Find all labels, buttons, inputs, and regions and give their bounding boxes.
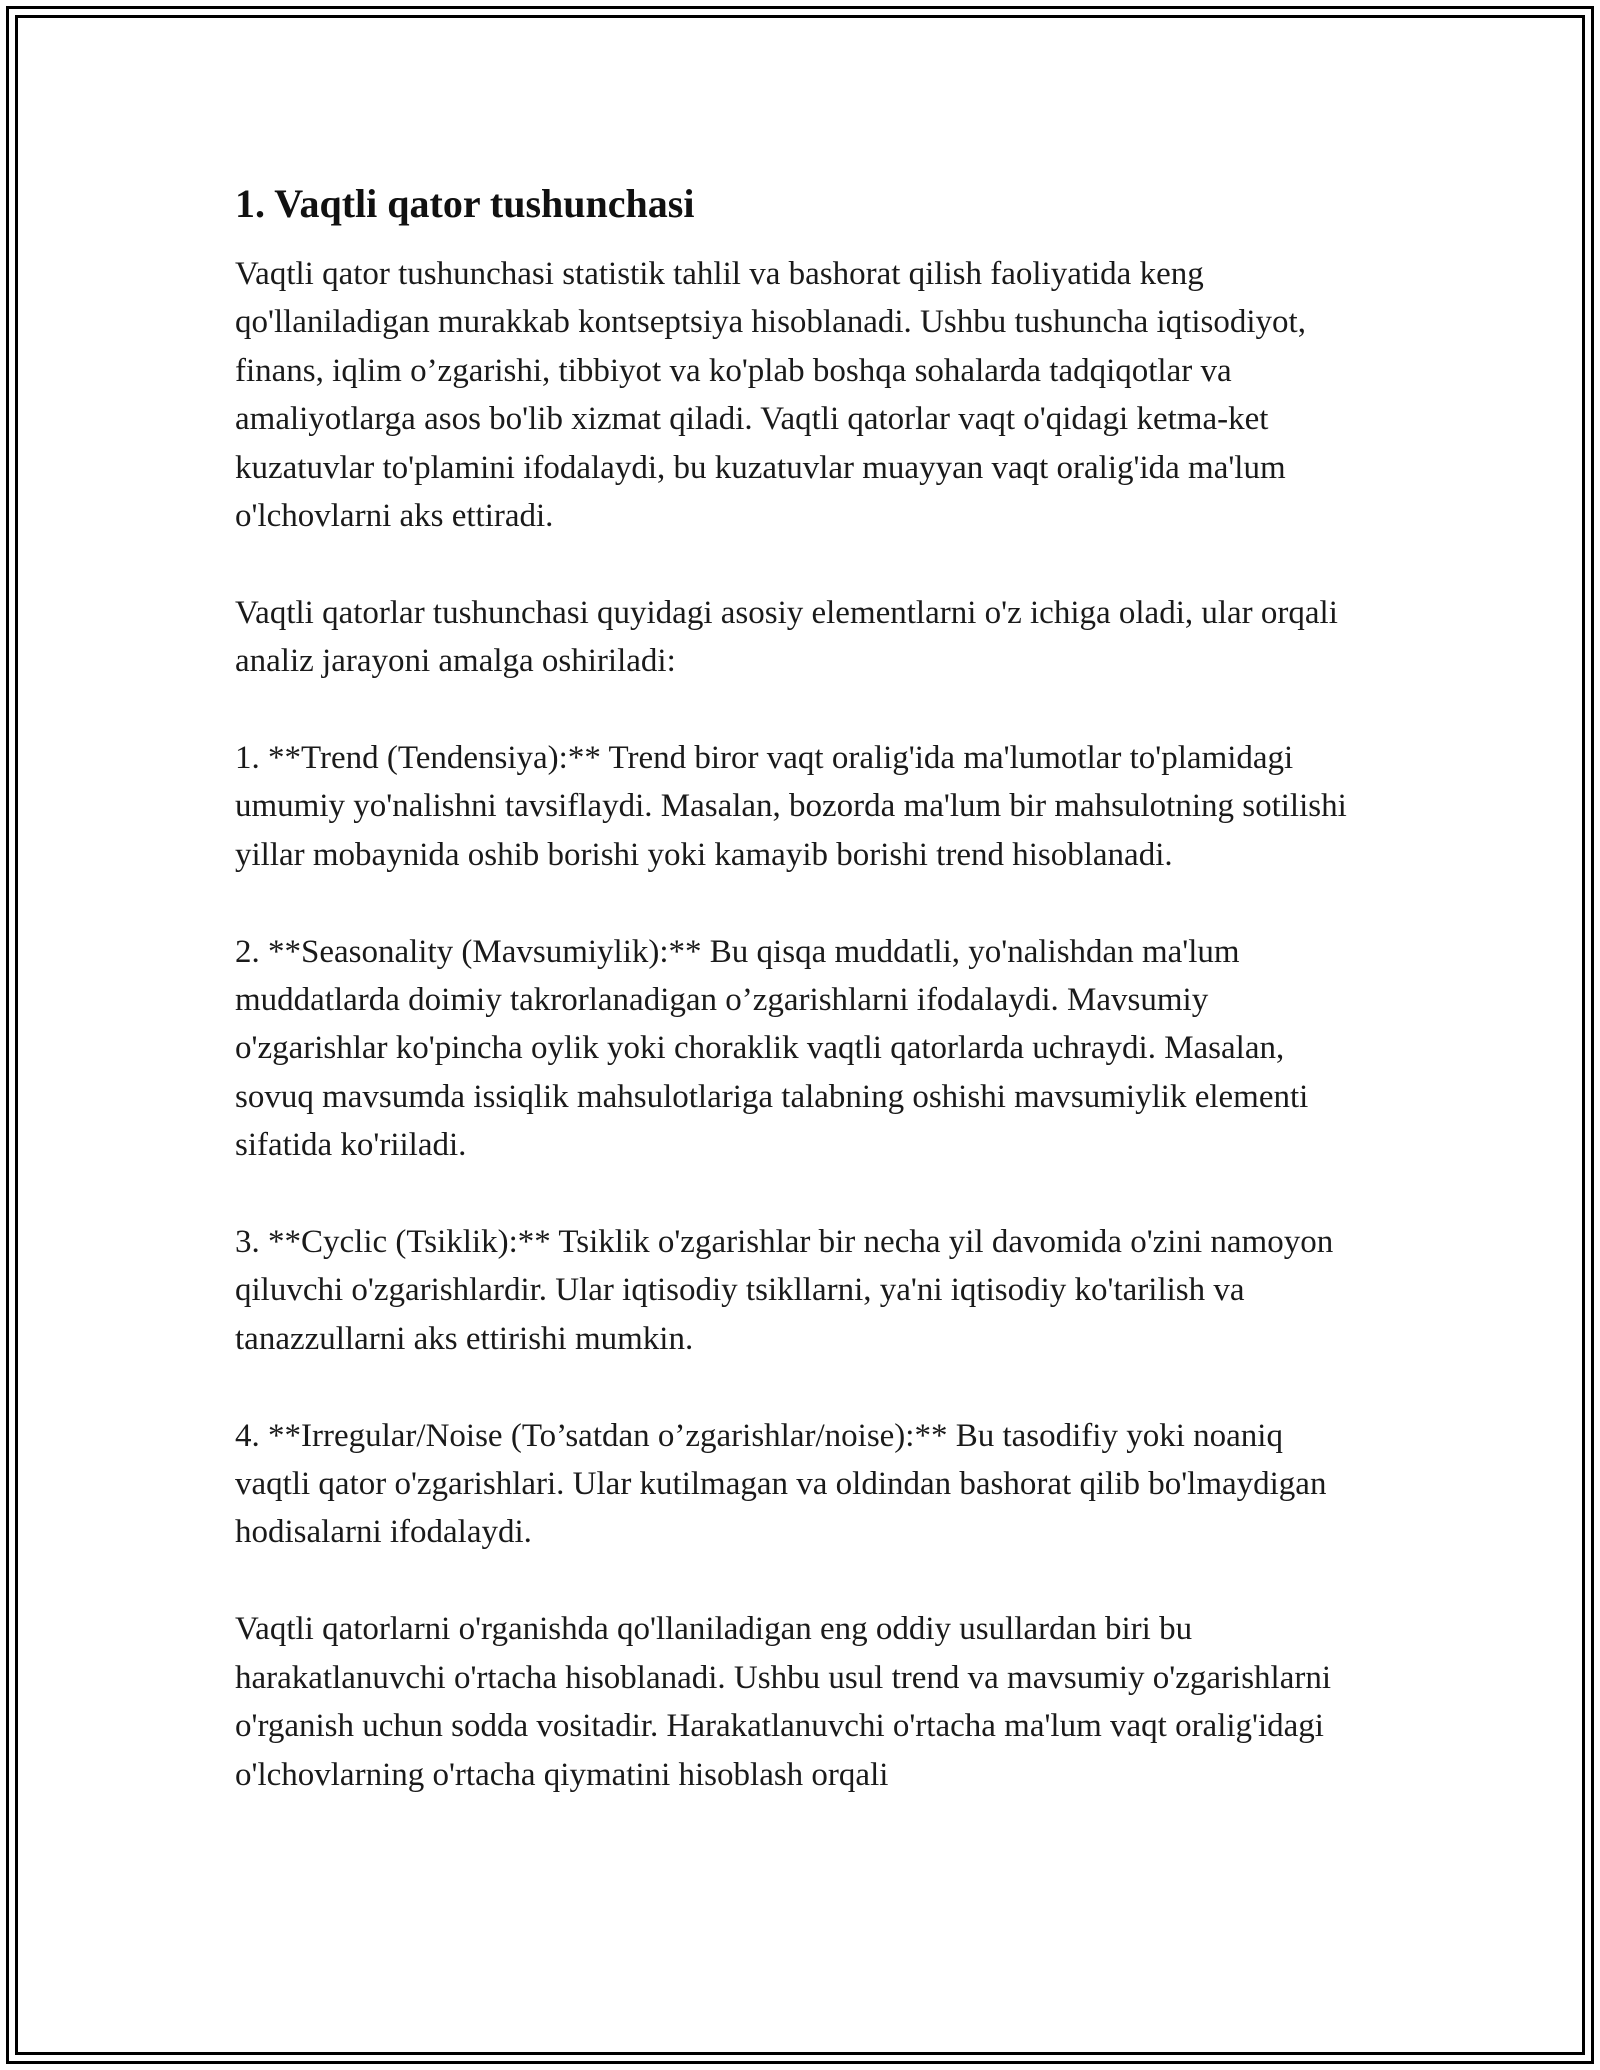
paragraph-intro: Vaqtli qator tushunchasi statistik tahlil va bashorat qilish faoliyatida keng qo'llaniladigan murakkab kontseptsiya hisoblanadi. Ushbu tushuncha iqtisodiyot, finans, iqlim o’zgarishi, tibbiyot va ko'plab boshqa sohalarda tadqiqotlar va amaliyotlarga asos bo'lib xizmat qiladi. Vaqtli qatorlar vaqt o'qidagi ketma-ket kuzatuvlar to'plamini ifodalaydi, bu kuzatuvlar muayyan vaqt oralig'ida ma'lum o'lchovlarni aks ettiradi. [235,256,1306,535]
paragraph-trend: 1. **Trend (Tendensiya):** Trend biror vaqt oralig'ida ma'lumotlar to'plamidagi umumiy yo'nalishni tavsiflaydi. Masalan, bozorda ma'lum bir mahsulotning sotilishi yillar mobaynida oshib borishi yoki kamayib borishi trend hisoblanadi. [235,740,1347,873]
document-body [235,180,1365,1799]
paragraph-elements-intro: Vaqtli qatorlar tushunchasi quyidagi asosiy elementlarni o'z ichiga oladi, ular orqali analiz jarayoni amalga oshiriladi: [235,594,1338,680]
paragraph-cyclic: 3. **Cyclic (Tsiklik):** Tsiklik o'zgarishlar bir necha yil davomida o'zini namoyon qiluvchi o'zgarishlardir. Ular iqtisodiy tsikllarni, ya'ni iqtisodiy ko'tarilish va tanazzullarni aks ettirishi mumkin. [235,1224,1334,1357]
section-heading: 1. Vaqtli qator tushunchasi [235,181,695,226]
paragraph-moving-average: Vaqtli qatorlarni o'rganishda qo'llaniladigan eng oddiy usullardan biri bu harakatlanuvchi o'rtacha hisoblanadi. Ushbu usul trend va mavsumiy o'zgarishlarni o'rganish uchun sodda vositadir. Harakatlanuvchi o'rtacha ma'lum vaqt oralig'idagi o'lchovlarning o'rtacha qiymatini hisoblash orqali [235,1611,1332,1793]
paragraph-seasonality: 2. **Seasonality (Mavsumiylik):** Bu qisqa muddatli, yo'nalishdan ma'lum muddatlarda doimiy takrorlanadigan o’zgarishlarni ifodalaydi. Mavsumiy o'zgarishlar ko'pincha oylik yoki choraklik vaqtli qatorlarda uchraydi. Masalan, sovuq mavsumda issiqlik mahsulotlariga talabning oshishi mavsumiylik elementi sifatida ko'riiladi. [235,933,1309,1164]
paragraph-irregular: 4. **Irregular/Noise (To’satdan o’zgarishlar/noise):** Bu tasodifiy yoki noaniq vaqtli qator o'zgarishlari. Ular kutilmagan va oldindan bashorat qilib bo'lmaydigan hodisalarni ifodalaydi. [235,1417,1327,1551]
